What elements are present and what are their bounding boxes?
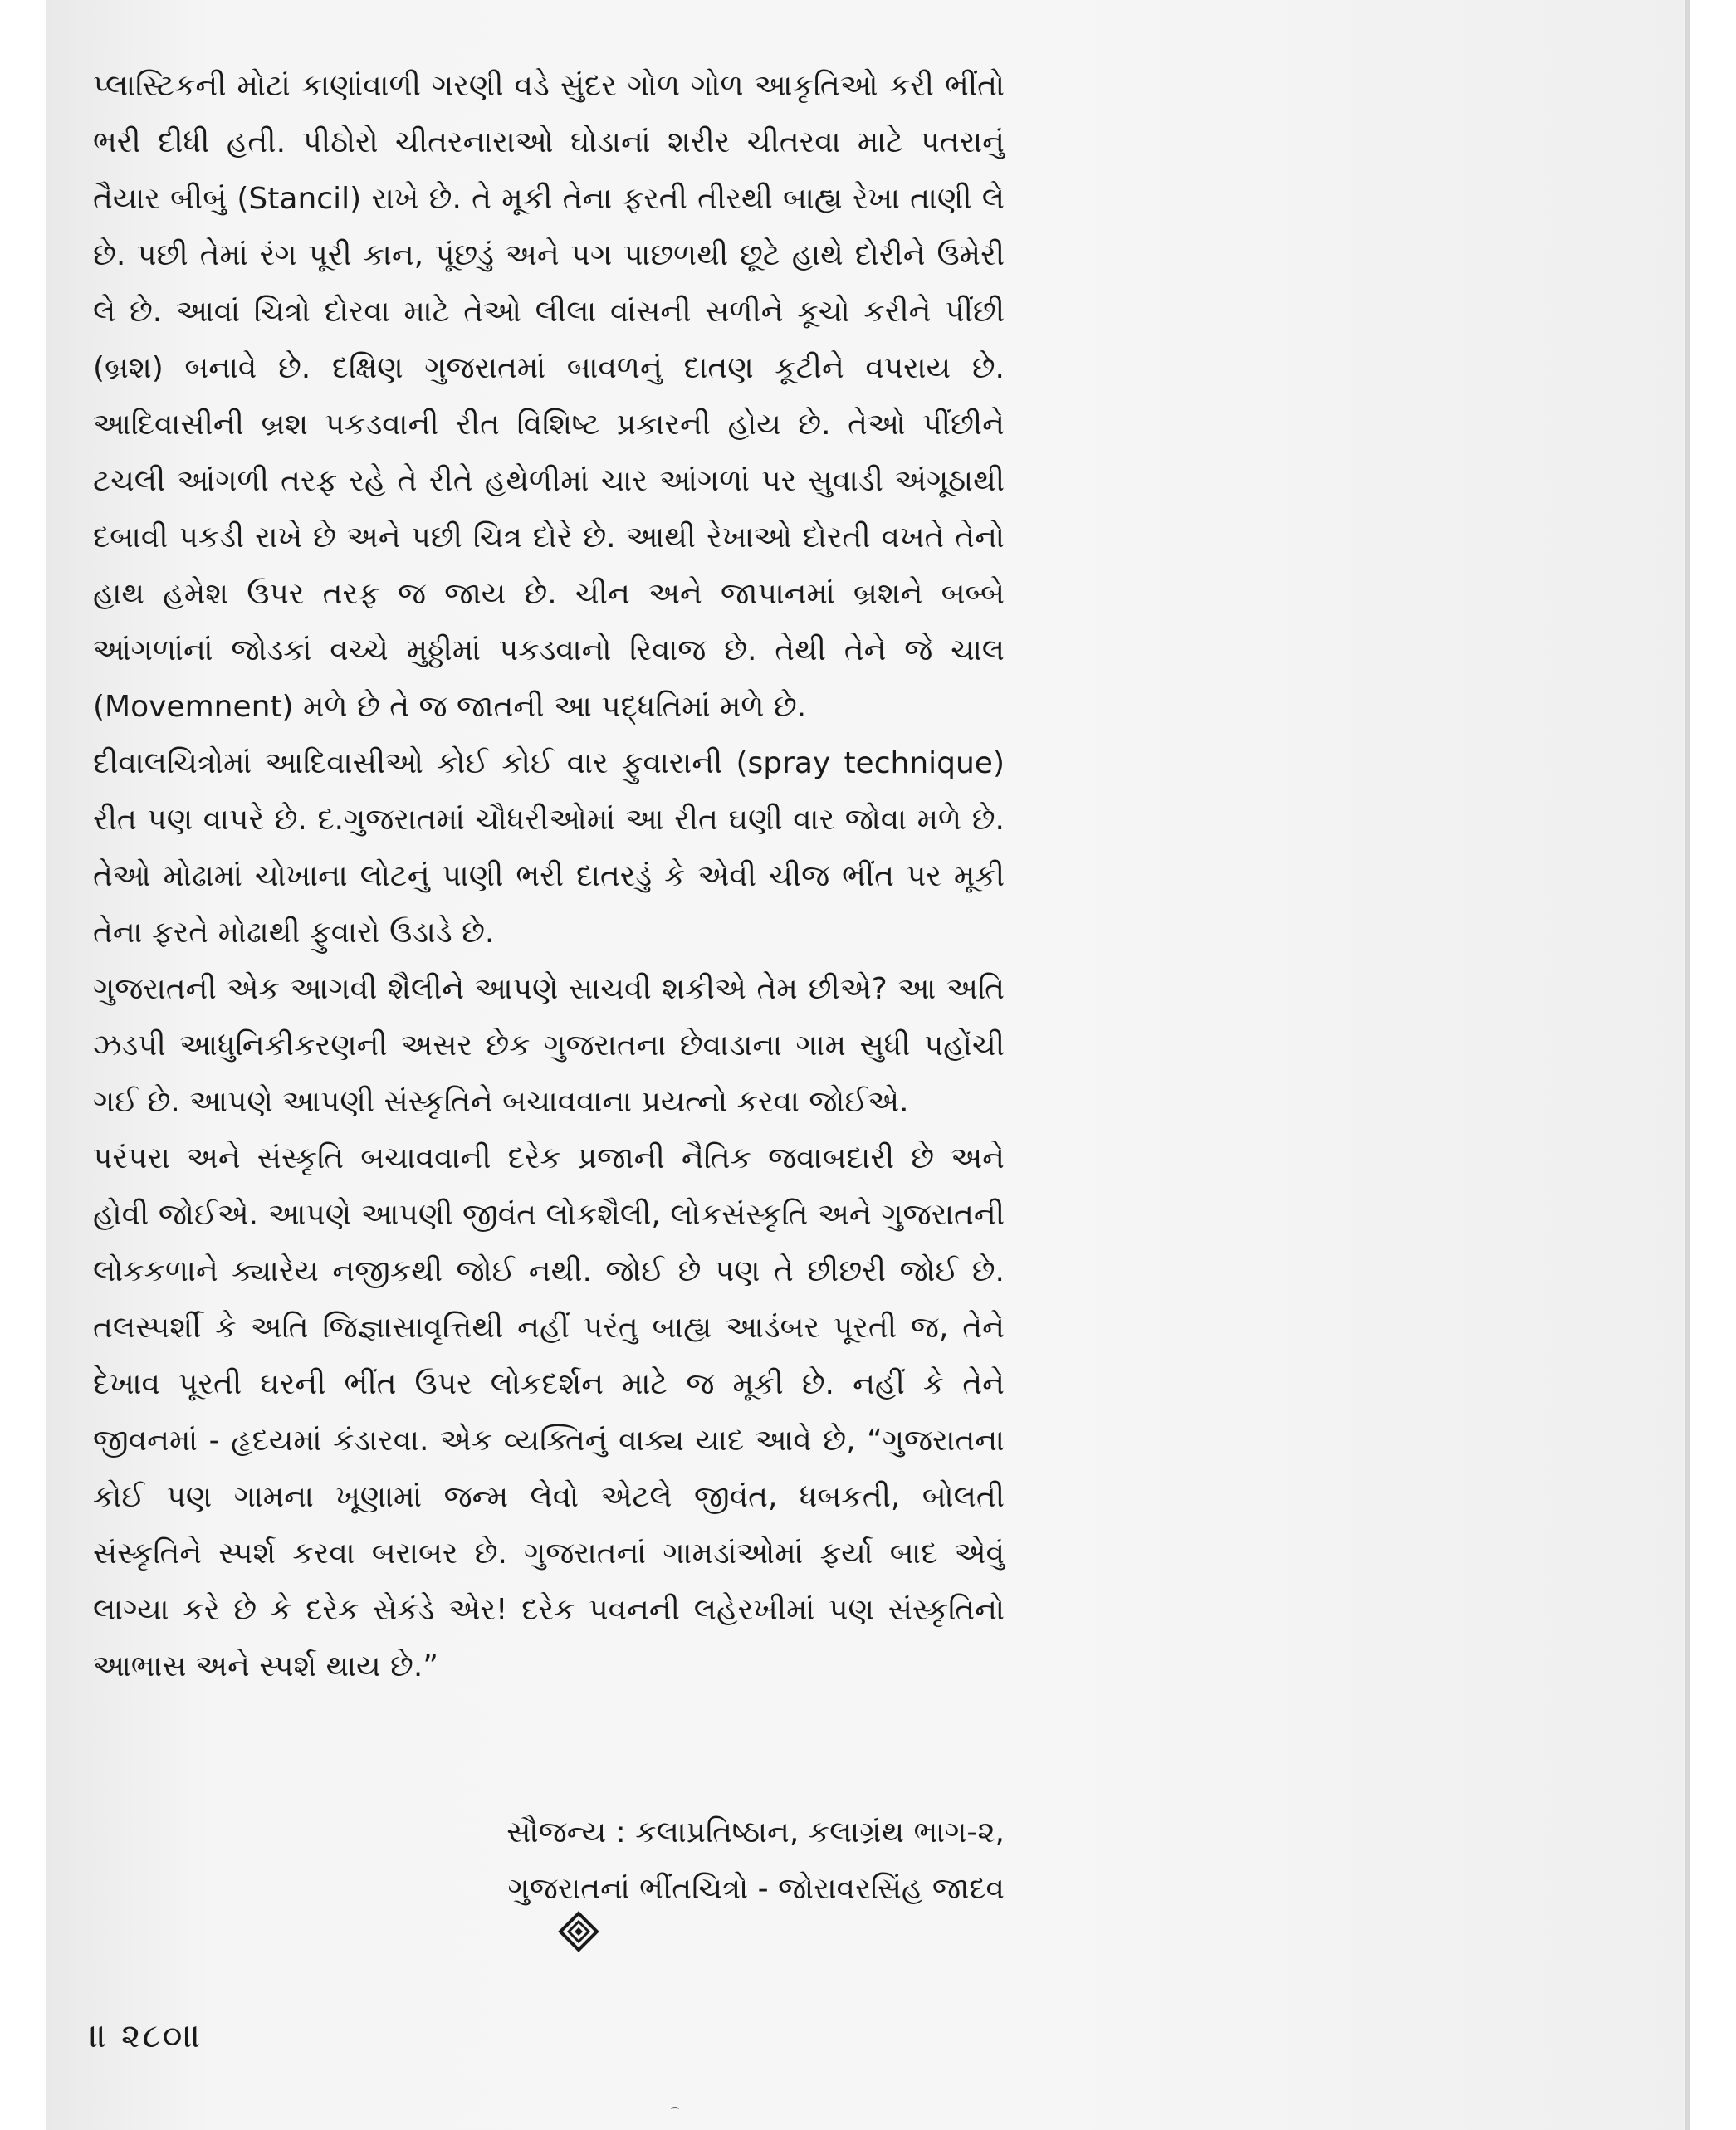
paragraph-preservation: ગુજરાતની એક આગવી શૈલીને આપણે સાચવી શકીએ તેમ છીએ? આ અતિ ઝડપી આધુનિકીકરણની અસર છેક ગુજરાતના છેવાડાના ગામ સુધી પહોંચી ગઈ છે. આપણે આપણી સંસ્કૃતિને બચાવવાના પ્રયત્નો કરવા જોઈએ.	[93, 972, 1005, 1119]
left-scan-margin	[0, 0, 46, 2130]
paragraph-brush-technique: પ્લાસ્ટિકની મોટાં કાણાંવાળી ગરણી વડે સુંદર ગોળ ગોળ આકૃતિઓ કરી ભીંતો ભરી દીધી હતી. પીઠોરો ચીતરનારાઓ ઘોડાનાં શરીર ચીતરવા માટે પતરાનું તૈયાર બીબું (Stancil) રાખે છે. તે મૂકી તેના ફરતી તીરથી બાહ્ય રેખા તાણી લે છે. પછી તેમાં રંગ પૂરી કાન, પૂંછડું અને પગ પાછળથી છૂટે હાથે દોરીને ઉમેરી લે છે. આવાં ચિત્રો દોરવા માટે તેઓ લીલા વાંસની સળીને કૂચો કરીને પીંછી (બ્રશ) બનાવે છે. દક્ષિણ ગુજરાતમાં બાવળનું દાતણ કૂટીને વપરાય છે. આદિવાસીની બ્રશ પકડવાની રીત વિશિષ્ટ પ્રકારની હોય છે. તેઓ પીંછીને ટચલી આંગળી તરફ રહે તે રીતે હથેળીમાં ચાર આંગળાં પર સુવાડી અંગૂઠાથી દબાવી પકડી રાખે છે અને પછી ચિત્ર દોરે છે. આથી રેખાઓ દોરતી વખતે તેનો હાથ હમેશ ઉપર તરફ જ જાય છે. ચીન અને જાપાનમાં બ્રશને બબ્બે આંગળાંનાં જોડકાં વચ્ચે મુઠ્ઠીમાં પકડવાનો રિવાજ છે. તેથી તેને જે ચાલ (Movemnent) મળે છે તે જ જાતની આ પદ્ધતિમાં મળે છે.	[93, 69, 1005, 724]
source-credit	[93, 1805, 1005, 1917]
paragraph-responsibility: પરંપરા અને સંસ્કૃતિ બચાવવાની દરેક પ્રજાની નૈતિક જવાબદારી છે અને હોવી જોઈએ. આપણે આપણી જીવંત લોકશૈલી, લોકસંસ્કૃતિ અને ગુજરાતની લોકકળાને ક્યારેય નજીકથી જોઈ નથી. જોઈ છે પણ તે છીછરી જોઈ છે. તલસ્પર્શી કે અતિ જિજ્ઞાસાવૃત્તિથી નહીં પરંતુ બાહ્ય આડંબર પૂરતી જ, તેને દેખાવ પૂરતી ઘરની ભીંત ઉપર લોકદર્શન માટે જ મૂકી છે. નહીં કે તેને જીવનમાં - હૃદયમાં કંડારવા. એક વ્યક્તિનું વાક્ય યાદ આવે છે, “ગુજરાતના કોઈ પણ ગામના ખૂણામાં જન્મ લેવો એટલે જીવંત, ધબકતી, બોલતી સંસ્કૃતિને સ્પર્શ કરવા બરાબર છે. ગુજરાતનાં ગામડાંઓમાં ફર્યા બાદ એવું લાગ્યા કરે છે કે દરેક સેકંડે એર! દરેક પવનની લહેરખીમાં પણ સંસ્કૃતિનો આભાસ અને સ્પર્શ થાય છે.”	[93, 1141, 1005, 1683]
page-number: ॥ ૨૮૦॥	[90, 2017, 203, 2055]
paragraph-spray-technique: દીવાલચિત્રોમાં આદિવાસીઓ કોઈ કોઈ વાર ફુવારાની (spray technique) રીત પણ વાપરે છે. દ.ગુજરાતમાં ચૌધરીઓમાં આ રીત ઘણી વાર જોવા મળે છે. તેઓ મોઢામાં ચોખાના લોટનું પાણી ભરી દાતરડું કે એવી ચીજ ભીંત પર મૂકી તેના ફરતે મોઢાથી ફુવારો ઉડાડે છે.	[93, 746, 1005, 950]
body-text	[93, 58, 1005, 1695]
diamond-ornament-icon	[558, 1911, 599, 1952]
scan-speck	[671, 2107, 679, 2112]
credit-line-1: સૌજન્ય : કલાપ્રતિષ્ઠાન, કલાગ્રંથ ભાગ-૨,	[506, 1815, 1005, 1849]
credit-line-2: ગુજરાતનાં ભીંતચિત્રો - જોરાવરસિંહ જાદવ	[507, 1872, 1005, 1906]
right-scan-margin	[1690, 0, 1736, 2130]
